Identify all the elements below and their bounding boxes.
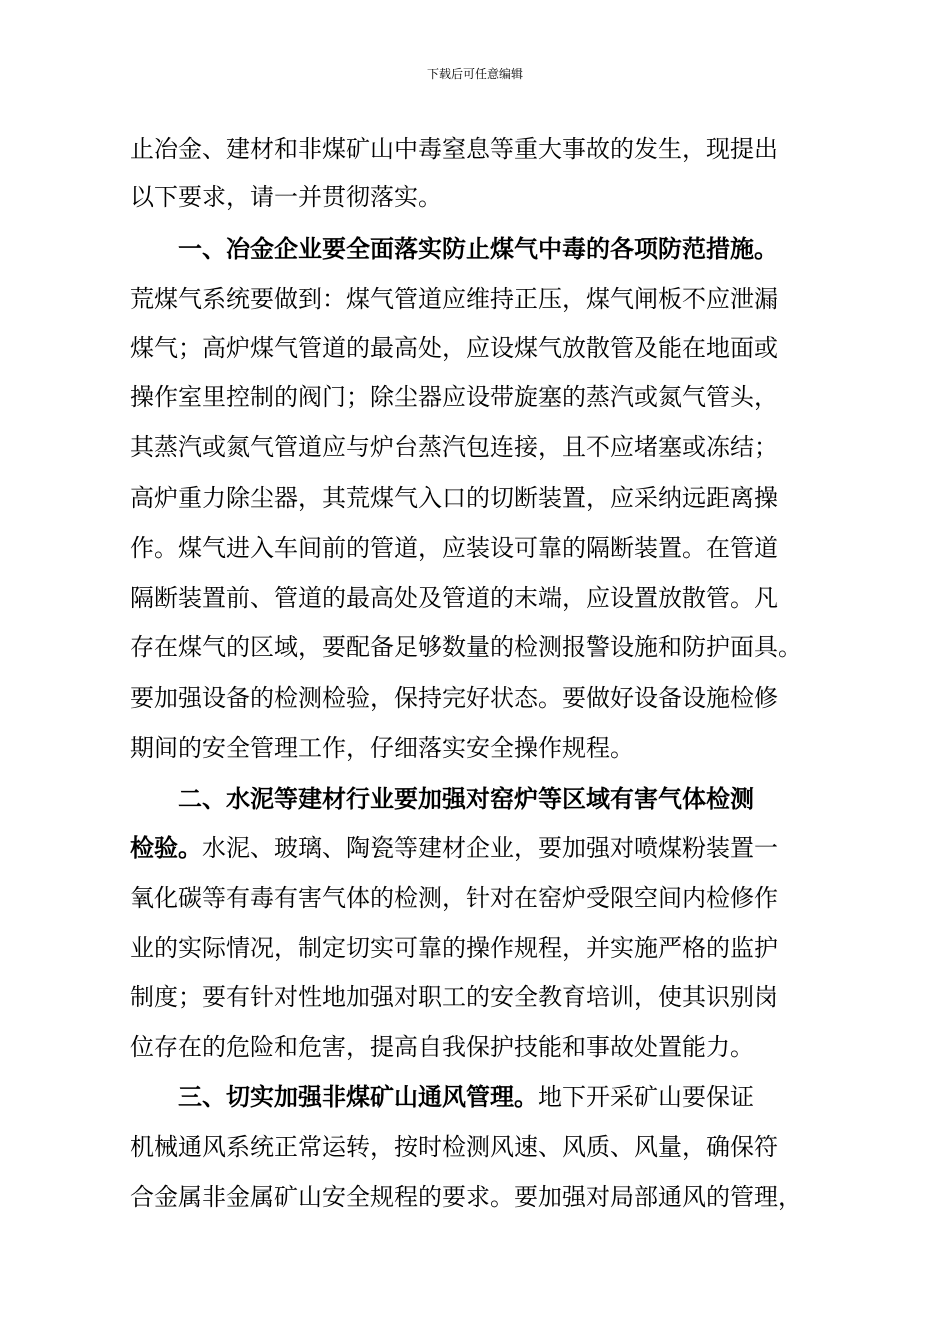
line-text: 以下要求，请一并贯彻落实。 xyxy=(130,183,442,211)
line-text: 荒煤气系统要做到：煤气管道应维持正压，煤气闸板不应泄漏 xyxy=(130,285,778,313)
paragraph-line xyxy=(130,332,778,364)
paragraph-line xyxy=(130,532,778,564)
paragraph-line xyxy=(130,381,778,413)
line-text: 煤气；高炉煤气管道的最高处，应设煤气放散管及能在地面或 xyxy=(130,334,778,362)
paragraph-line xyxy=(130,482,778,514)
paragraph-line xyxy=(130,133,778,165)
line-text: 隔断装置前、管道的最高处及管道的末端，应设置放散管。凡 xyxy=(130,584,778,612)
paragraph-line xyxy=(130,1031,754,1063)
heading-text: 一、冶金企业要全面落实防止煤气中毒的各项防范措施。 xyxy=(178,234,778,263)
line-text: 止冶金、建材和非煤矿山中毒窒息等重大事故的发生，现提出 xyxy=(130,135,778,163)
line-text: 机械通风系统正常运转，按时检测风速、风质、风量，确保符 xyxy=(130,1133,778,1161)
paragraph-line xyxy=(130,682,778,714)
paragraph-line xyxy=(130,732,634,764)
heading-text: 二、水泥等建材行业要加强对窑炉等区域有害气体检测 xyxy=(178,784,754,813)
section-heading-3 xyxy=(178,1081,754,1113)
line-text: 要加强设备的检测检验，保持完好状态。要做好设备设施检修 xyxy=(130,684,778,712)
line-text: 业的实际情况，制定切实可靠的操作规程，并实施严格的监护 xyxy=(130,934,778,962)
section-heading-2 xyxy=(178,783,754,815)
line-text: 地下开采矿山要保证 xyxy=(538,1083,754,1111)
section-heading-1 xyxy=(178,233,778,265)
line-text: 作。煤气进入车间前的管道，应装设可靠的隔断装置。在管道 xyxy=(130,534,778,562)
paragraph-line xyxy=(130,1131,778,1163)
paragraph-line xyxy=(130,283,778,315)
line-text: 位存在的危险和危害，提高自我保护技能和事故处置能力。 xyxy=(130,1033,754,1061)
paragraph-line xyxy=(130,181,442,213)
heading-text: 检验。 xyxy=(130,833,202,862)
line-text: 制度；要有针对性地加强对职工的安全教育培训，使其识别岗 xyxy=(130,983,778,1011)
paragraph-line xyxy=(130,932,778,964)
paragraph-line xyxy=(130,832,778,864)
paragraph-line xyxy=(130,631,802,663)
line-text: 操作室里控制的阀门；除尘器应设带旋塞的蒸汽或氮气管头， xyxy=(130,383,778,411)
line-text: 水泥、玻璃、陶瓷等建材企业，要加强对喷煤粉装置一 xyxy=(202,834,778,862)
line-text: 期间的安全管理工作，仔细落实安全操作规程。 xyxy=(130,734,634,762)
paragraph-line xyxy=(130,1181,802,1213)
heading-text: 三、切实加强非煤矿山通风管理。 xyxy=(178,1082,538,1111)
line-text: 其蒸汽或氮气管道应与炉台蒸汽包连接，且不应堵塞或冻结； xyxy=(130,433,778,461)
line-text: 合金属非金属矿山安全规程的要求。要加强对局部通风的管理， xyxy=(130,1183,802,1211)
line-text: 高炉重力除尘器，其荒煤气入口的切断装置，应采纳远距离操 xyxy=(130,484,778,512)
line-text: 存在煤气的区域，要配备足够数量的检测报警设施和防护面具。 xyxy=(130,633,802,661)
paragraph-line xyxy=(130,981,778,1013)
paragraph-line xyxy=(130,882,778,914)
page-header: 下载后可任意编辑 xyxy=(426,67,523,81)
line-text: 氧化碳等有毒有害气体的检测，针对在窑炉受限空间内检修作 xyxy=(130,884,778,912)
paragraph-line xyxy=(130,582,778,614)
paragraph-line xyxy=(130,431,778,463)
